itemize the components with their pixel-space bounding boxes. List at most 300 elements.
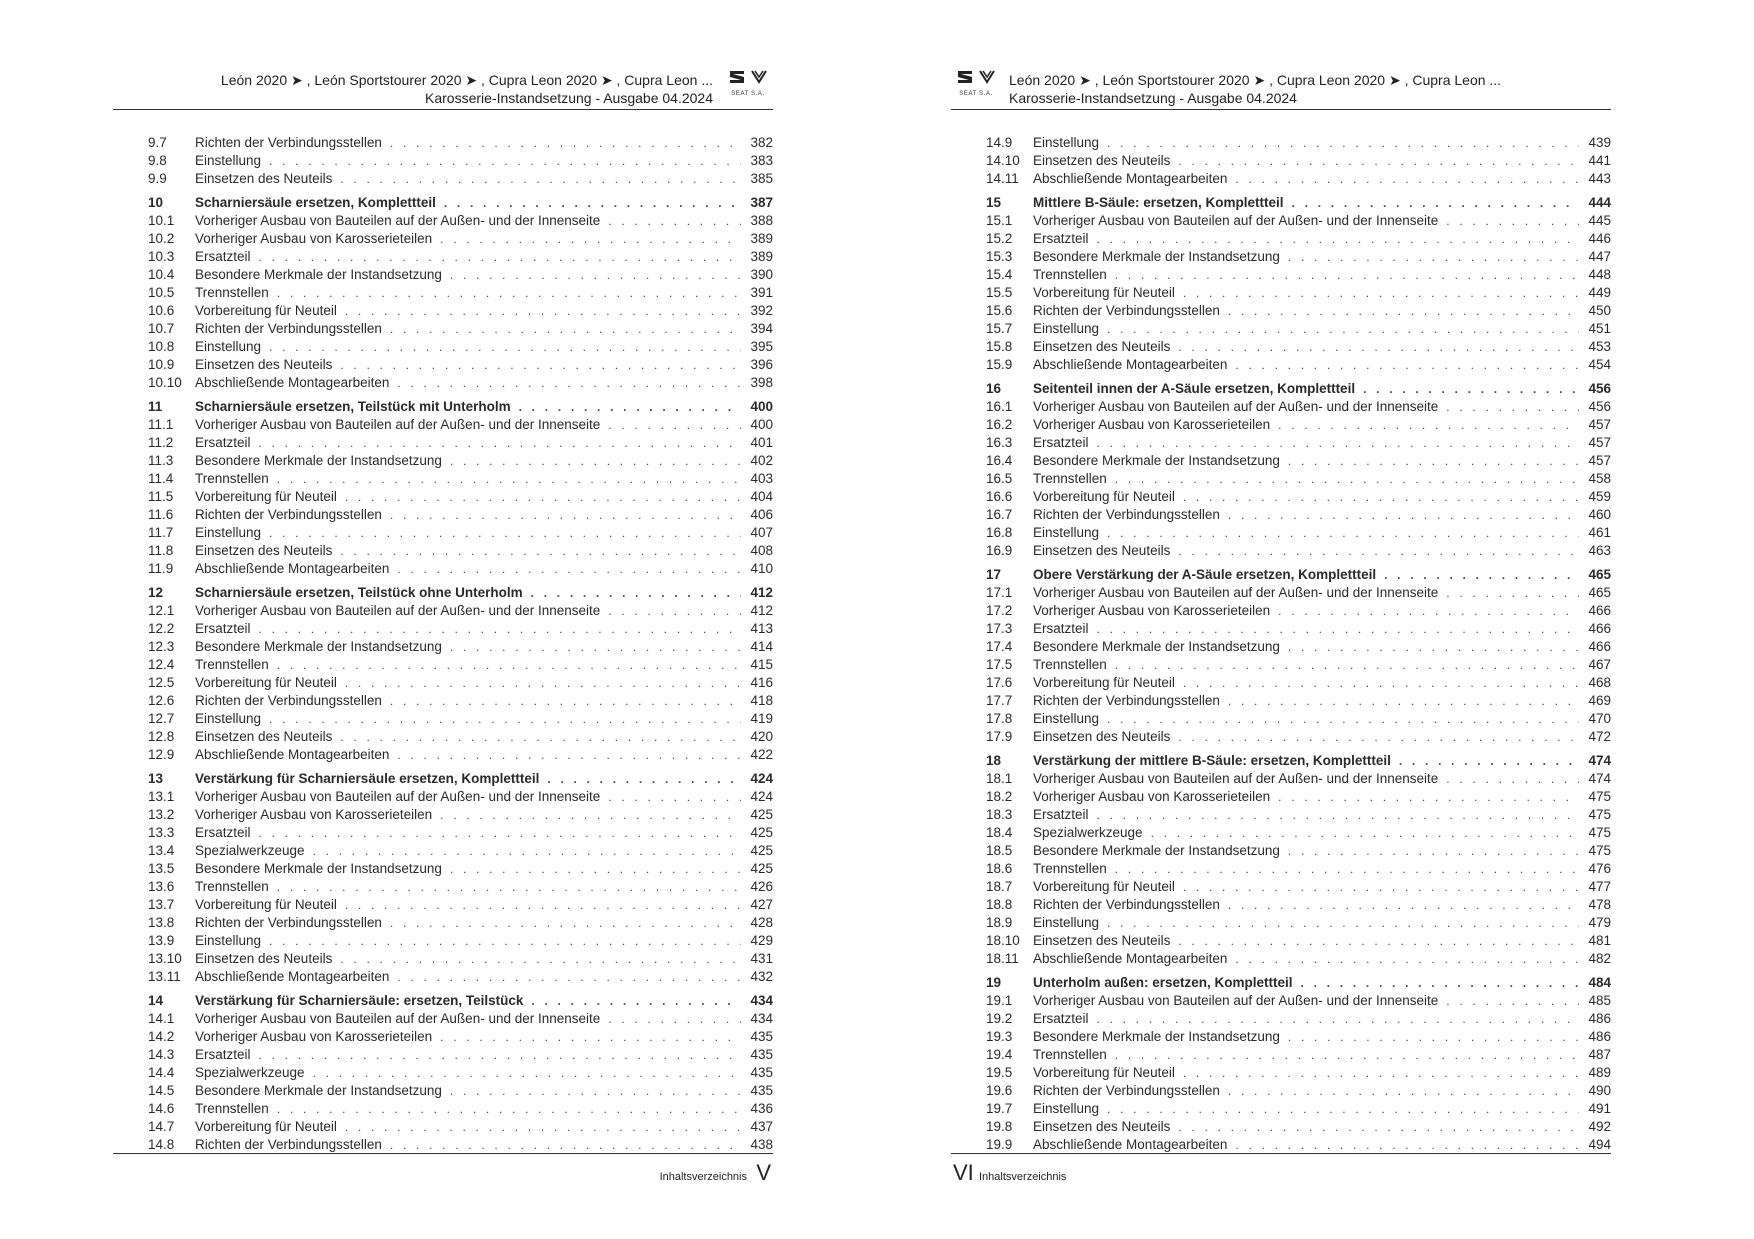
toc-entry-number: 19.6 (986, 1083, 1013, 1098)
toc-entry-page: 467 (1588, 657, 1611, 672)
toc-row[interactable] (148, 1118, 773, 1136)
toc-entry-page: 407 (750, 525, 773, 540)
toc-entry-title: Scharniersäule ersetzen, Teilstück mit Unterholm (195, 399, 511, 414)
toc-entry-page: 395 (750, 339, 773, 354)
toc-row[interactable] (148, 728, 773, 746)
toc-entry-number: 11.6 (148, 507, 174, 522)
toc-row[interactable] (148, 620, 773, 638)
toc-entry-number: 15.5 (986, 285, 1013, 300)
toc-entry-page: 459 (1588, 489, 1611, 504)
toc-entry-title: Besondere Merkmale der Instandsetzung (1033, 639, 1280, 654)
toc-entry-number: 10.4 (148, 267, 175, 282)
toc-row[interactable] (986, 692, 1611, 710)
toc-entry-page: 391 (750, 285, 773, 300)
toc-entry-page: 424 (750, 771, 773, 786)
toc-entry-page: 396 (750, 357, 773, 372)
toc-row[interactable] (148, 950, 773, 968)
toc-entry-page: 388 (750, 213, 773, 228)
toc-leader-dots (390, 914, 741, 932)
toc-row[interactable] (148, 788, 773, 806)
toc-leader-dots (1097, 230, 1579, 248)
toc-row[interactable] (148, 860, 773, 878)
toc-entry-title: Richten der Verbindungsstellen (195, 915, 382, 930)
brand-caption: SEAT S.A. (731, 91, 765, 97)
toc-entry-number: 19.3 (986, 1029, 1013, 1044)
toc-row[interactable] (986, 950, 1611, 968)
toc-entry-title: Ersatzteil (1033, 231, 1089, 246)
toc-entry-number: 17.8 (986, 711, 1013, 726)
toc-row[interactable] (148, 248, 773, 266)
toc-entry-title: Einstellung (1033, 135, 1100, 150)
toc-row[interactable] (986, 824, 1611, 842)
toc-row[interactable] (148, 470, 773, 488)
toc-entry-page: 477 (1588, 879, 1611, 894)
toc-entry-title: Abschließende Montagearbeiten (1033, 1137, 1228, 1152)
toc-leader-dots (397, 968, 741, 986)
toc-chapter-row[interactable] (148, 582, 773, 602)
toc-row[interactable] (986, 620, 1611, 638)
toc-row[interactable] (148, 824, 773, 842)
toc-entry-number: 17.2 (986, 603, 1013, 618)
toc-entry-number: 15.1 (986, 213, 1013, 228)
toc-entry-number: 19.1 (986, 993, 1013, 1008)
toc-entry-title: Einsetzen des Neuteils (1033, 153, 1171, 168)
toc-leader-dots (1228, 506, 1579, 524)
footer-label: Inhaltsverzeichnis (659, 1171, 747, 1183)
toc-row[interactable] (986, 1136, 1611, 1154)
toc-leader-dots (1301, 974, 1579, 992)
toc-chapter-row[interactable] (148, 990, 773, 1010)
toc-row[interactable] (986, 770, 1611, 788)
toc-row[interactable] (148, 932, 773, 950)
toc-entry-page: 438 (750, 1137, 773, 1152)
toc-entry-number: 16.8 (986, 525, 1013, 540)
toc-entry-number: 13 (148, 771, 164, 786)
toc-row[interactable] (148, 356, 773, 374)
toc-row[interactable] (148, 338, 773, 356)
toc-entry-page: 453 (1588, 339, 1611, 354)
toc-row[interactable] (986, 134, 1611, 152)
toc-entry-page: 420 (750, 729, 773, 744)
toc-entry-page: 392 (750, 303, 773, 318)
toc-entry-title: Besondere Merkmale der Instandsetzung (1033, 249, 1280, 264)
toc-entry-page: 474 (1588, 753, 1611, 768)
toc-row[interactable] (148, 560, 773, 578)
toc-row[interactable] (148, 320, 773, 338)
toc-entry-page: 441 (1588, 153, 1611, 168)
toc-entry-title: Vorheriger Ausbau von Bauteilen auf der Außen- und der Innenseite (1033, 585, 1439, 600)
toc-row[interactable] (986, 506, 1611, 524)
toc-row[interactable] (986, 1046, 1611, 1064)
toc-row[interactable] (986, 860, 1611, 878)
toc-leader-dots (1115, 1046, 1579, 1064)
brand-caption: SEAT S.A. (959, 91, 993, 97)
toc-leader-dots (608, 602, 741, 620)
toc-row[interactable] (986, 602, 1611, 620)
toc-row[interactable] (148, 284, 773, 302)
toc-entry-number: 16.7 (986, 507, 1013, 522)
toc-entry-page: 466 (1588, 621, 1611, 636)
toc-row[interactable] (986, 266, 1611, 284)
toc-entry-title: Einsetzen des Neuteils (1033, 933, 1171, 948)
toc-leader-dots (1235, 170, 1579, 188)
toc-leader-dots (1097, 620, 1579, 638)
toc-row[interactable] (148, 1010, 773, 1028)
toc-row[interactable] (986, 416, 1611, 434)
toc-row[interactable] (986, 320, 1611, 338)
toc-row[interactable] (986, 638, 1611, 656)
toc-entry-number: 12.2 (148, 621, 175, 636)
toc-entry-title: Scharniersäule ersetzen, Teilstück ohne Unterholm (195, 585, 523, 600)
toc-chapter-row[interactable] (148, 768, 773, 788)
toc-entry-title: Verstärkung der mittlere B-Säule: ersetzen, Komplettteil (1033, 753, 1391, 768)
toc-row[interactable] (148, 842, 773, 860)
toc-entry-number: 11.3 (148, 453, 174, 468)
toc-leader-dots (1183, 878, 1579, 896)
toc-row[interactable] (148, 692, 773, 710)
toc-row[interactable] (986, 230, 1611, 248)
toc-row[interactable] (986, 488, 1611, 506)
toc-row[interactable] (148, 806, 773, 824)
toc-leader-dots (1107, 914, 1579, 932)
toc-entry-title: Richten der Verbindungsstellen (195, 321, 382, 336)
toc-row[interactable] (148, 914, 773, 932)
toc-leader-dots (1097, 434, 1579, 452)
toc-entry-number: 11.4 (148, 471, 174, 486)
toc-entry-title: Vorheriger Ausbau von Bauteilen auf der Außen- und der Innenseite (195, 603, 601, 618)
toc-row[interactable] (986, 1010, 1611, 1028)
toc-entry-title: Vorbereitung für Neuteil (1033, 285, 1175, 300)
toc-entry-title: Besondere Merkmale der Instandsetzung (1033, 1029, 1280, 1044)
toc-row[interactable] (986, 878, 1611, 896)
toc-chapter-row[interactable] (986, 564, 1611, 584)
toc-row[interactable] (148, 1100, 773, 1118)
toc-row[interactable] (986, 914, 1611, 932)
toc-entry-title: Einstellung (1033, 1101, 1100, 1116)
toc-row[interactable] (986, 338, 1611, 356)
toc-row[interactable] (986, 728, 1611, 746)
toc-entry-number: 17.7 (986, 693, 1013, 708)
toc-row[interactable] (986, 356, 1611, 374)
toc-leader-dots (1292, 194, 1579, 212)
toc-entry-number: 16.2 (986, 417, 1013, 432)
toc-entry-number: 18 (986, 753, 1002, 768)
toc-entry-number: 16.3 (986, 435, 1013, 450)
toc-entry-title: Ersatzteil (1033, 621, 1089, 636)
toc-row[interactable] (986, 434, 1611, 452)
toc-entry-page: 415 (750, 657, 773, 672)
toc-entry-number: 17.1 (986, 585, 1013, 600)
toc-row[interactable] (986, 152, 1611, 170)
toc-entry-page: 469 (1588, 693, 1611, 708)
toc-entry-page: 468 (1588, 675, 1611, 690)
toc-entry-page: 443 (1588, 171, 1611, 186)
toc-row[interactable] (148, 878, 773, 896)
toc-leader-dots (608, 416, 741, 434)
toc-row[interactable] (986, 584, 1611, 602)
toc-leader-dots (345, 896, 741, 914)
toc-entry-title: Spezialwerkzeuge (195, 1065, 305, 1080)
toc-leader-dots (1278, 788, 1579, 806)
toc-row[interactable] (986, 674, 1611, 692)
toc-entry-page: 447 (1588, 249, 1611, 264)
toc-entry-number: 12.3 (148, 639, 175, 654)
toc-leader-dots (531, 584, 741, 602)
seat-s-icon (957, 70, 973, 84)
toc-leader-dots (1178, 338, 1579, 356)
toc-row[interactable] (148, 1136, 773, 1154)
toc-leader-dots (440, 1028, 741, 1046)
toc-row[interactable] (986, 710, 1611, 728)
toc-leader-dots (1288, 452, 1579, 470)
toc-row[interactable] (148, 896, 773, 914)
toc-entry-title: Ersatzteil (195, 621, 251, 636)
toc-entry-title: Einstellung (195, 339, 262, 354)
toc-entry-page: 425 (750, 825, 773, 840)
toc-leader-dots (1151, 824, 1579, 842)
toc-entry-page: 437 (750, 1119, 773, 1134)
toc-entry-title: Einsetzen des Neuteils (1033, 729, 1171, 744)
toc-row[interactable] (986, 542, 1611, 560)
toc-row[interactable] (148, 542, 773, 560)
toc-entry-page: 448 (1588, 267, 1611, 282)
toc-row[interactable] (986, 1100, 1611, 1118)
toc-leader-dots (450, 266, 741, 284)
toc-row[interactable] (148, 266, 773, 284)
toc-entry-page: 489 (1588, 1065, 1611, 1080)
toc-leader-dots (1446, 398, 1579, 416)
toc-row[interactable] (148, 656, 773, 674)
toc-leader-dots (277, 878, 741, 896)
toc-row[interactable] (148, 674, 773, 692)
toc-entry-page: 416 (750, 675, 773, 690)
toc-row[interactable] (148, 230, 773, 248)
toc-entry-page: 449 (1588, 285, 1611, 300)
toc-row[interactable] (148, 746, 773, 764)
toc-row[interactable] (148, 212, 773, 230)
toc-leader-dots (608, 212, 741, 230)
footer-label: Inhaltsverzeichnis (979, 1171, 1067, 1183)
toc-entry-page: 400 (750, 417, 773, 432)
toc-row[interactable] (148, 374, 773, 392)
toc-row[interactable] (986, 896, 1611, 914)
toc-row[interactable] (148, 968, 773, 986)
toc-entry-number: 14 (148, 993, 164, 1008)
toc-row[interactable] (986, 1082, 1611, 1100)
toc-row[interactable] (148, 488, 773, 506)
toc-row[interactable] (148, 506, 773, 524)
toc-row[interactable] (148, 524, 773, 542)
toc-row[interactable] (986, 932, 1611, 950)
toc-row[interactable] (986, 248, 1611, 266)
toc-entry-page: 445 (1588, 213, 1611, 228)
toc-entry-title: Besondere Merkmale der Instandsetzung (195, 267, 442, 282)
toc-row[interactable] (986, 398, 1611, 416)
toc-entry-title: Trennstellen (195, 1101, 269, 1116)
toc-entry-title: Einstellung (1033, 525, 1100, 540)
toc-entry-page: 485 (1588, 993, 1611, 1008)
toc-entry-page: 463 (1588, 543, 1611, 558)
toc-row[interactable] (986, 1028, 1611, 1046)
toc-entry-number: 13.9 (148, 933, 175, 948)
toc-entry-title: Vorbereitung für Neuteil (1033, 1065, 1175, 1080)
page-header (113, 63, 773, 110)
toc-entry-page: 403 (750, 471, 773, 486)
toc-row[interactable] (986, 806, 1611, 824)
toc-leader-dots (340, 728, 741, 746)
toc-entry-number: 9.7 (148, 135, 167, 150)
toc-entry-page: 457 (1588, 435, 1611, 450)
toc-entry-number: 12.7 (148, 711, 175, 726)
toc-leader-dots (519, 398, 741, 416)
toc-row[interactable] (148, 1082, 773, 1100)
toc-leader-dots (269, 152, 741, 170)
toc-entry-title: Einsetzen des Neuteils (195, 951, 333, 966)
toc-row[interactable] (986, 524, 1611, 542)
toc-entry-title: Richten der Verbindungsstellen (1033, 1083, 1220, 1098)
toc-entry-number: 13.5 (148, 861, 175, 876)
toc-entry-title: Ersatzteil (195, 435, 251, 450)
toc-entry-title: Unterholm außen: ersetzen, Komplettteil (1033, 975, 1293, 990)
toc-entry-page: 383 (750, 153, 773, 168)
toc-entry-number: 17.6 (986, 675, 1013, 690)
toc-entry-title: Richten der Verbindungsstellen (195, 507, 382, 522)
toc-chapter-row[interactable] (148, 396, 773, 416)
toc-entry-page: 404 (750, 489, 773, 504)
toc-row[interactable] (986, 170, 1611, 188)
page-header (951, 63, 1611, 110)
toc-entry-title: Vorheriger Ausbau von Bauteilen auf der Außen- und der Innenseite (195, 789, 601, 804)
toc-entry-page: 475 (1588, 843, 1611, 858)
toc-row[interactable] (986, 470, 1611, 488)
toc-entry-number: 12.6 (148, 693, 175, 708)
toc-row[interactable] (148, 416, 773, 434)
toc-row[interactable] (986, 452, 1611, 470)
toc-entry-page: 406 (750, 507, 773, 522)
toc-row[interactable] (148, 152, 773, 170)
toc-leader-dots (1178, 152, 1579, 170)
toc-entry-title: Vorheriger Ausbau von Bauteilen auf der Außen- und der Innenseite (1033, 399, 1439, 414)
toc-entry-number: 15.7 (986, 321, 1013, 336)
toc-entry-number: 13.8 (148, 915, 175, 930)
toc-row[interactable] (148, 1028, 773, 1046)
toc-leader-dots (397, 560, 741, 578)
toc-entry-title: Verstärkung für Scharniersäule: ersetzen, Teilstück (195, 993, 524, 1008)
toc-row[interactable] (148, 302, 773, 320)
toc-entry-page: 419 (750, 711, 773, 726)
toc-leader-dots (390, 506, 741, 524)
toc-row[interactable] (986, 788, 1611, 806)
toc-entry-number: 14.7 (148, 1119, 175, 1134)
toc-chapter-row[interactable] (986, 378, 1611, 398)
toc-entry-title: Besondere Merkmale der Instandsetzung (1033, 453, 1280, 468)
toc-row[interactable] (148, 1046, 773, 1064)
toc-entry-number: 12.1 (148, 603, 175, 618)
toc-entry-number: 18.4 (986, 825, 1013, 840)
toc-row[interactable] (148, 1064, 773, 1082)
toc-entry-page: 486 (1588, 1011, 1611, 1026)
toc-entry-page: 418 (750, 693, 773, 708)
toc-row[interactable] (148, 602, 773, 620)
toc-entry-title: Vorheriger Ausbau von Bauteilen auf der Außen- und der Innenseite (1033, 213, 1439, 228)
toc-entry-number: 11.8 (148, 543, 174, 558)
toc-entry-title: Einstellung (195, 153, 262, 168)
toc-leader-dots (277, 470, 741, 488)
header-subtitle: Karosserie-Instandsetzung - Ausgabe 04.2024 (425, 90, 713, 106)
toc-entry-title: Vorheriger Ausbau von Karosserieteilen (1033, 789, 1271, 804)
toc-entry-page: 429 (750, 933, 773, 948)
toc-leader-dots (259, 824, 741, 842)
cupra-icon (979, 69, 995, 85)
toc-entry-title: Vorheriger Ausbau von Karosserieteilen (1033, 603, 1271, 618)
toc-leader-dots (1288, 1028, 1579, 1046)
toc-entry-title: Richten der Verbindungsstellen (1033, 507, 1220, 522)
toc-leader-dots (277, 656, 741, 674)
toc-leader-dots (1384, 566, 1579, 584)
toc-entry-number: 11.9 (148, 561, 174, 576)
toc-row[interactable] (148, 452, 773, 470)
toc-row[interactable] (986, 302, 1611, 320)
toc-chapter-row[interactable] (986, 972, 1611, 992)
toc-entry-number: 15.2 (986, 231, 1013, 246)
toc-chapter-row[interactable] (148, 192, 773, 212)
toc-entry-title: Vorheriger Ausbau von Bauteilen auf der Außen- und der Innenseite (195, 1011, 601, 1026)
toc-row[interactable] (148, 170, 773, 188)
toc-entry-title: Verstärkung für Scharniersäule ersetzen, Komplettteil (195, 771, 540, 786)
toc-entry-page: 394 (750, 321, 773, 336)
toc-entry-title: Trennstellen (195, 285, 269, 300)
toc-row[interactable] (986, 284, 1611, 302)
toc-row[interactable] (986, 842, 1611, 860)
toc-row[interactable] (986, 1118, 1611, 1136)
toc-row[interactable] (986, 992, 1611, 1010)
toc-entry-page: 456 (1588, 381, 1611, 396)
toc-row[interactable] (148, 710, 773, 728)
toc-entry-page: 494 (1588, 1137, 1611, 1152)
toc-entry-page: 434 (750, 1011, 773, 1026)
toc-row[interactable] (148, 434, 773, 452)
toc-chapter-row[interactable] (986, 750, 1611, 770)
toc-row[interactable] (986, 1064, 1611, 1082)
toc-entry-page: 402 (750, 453, 773, 468)
toc-entry-number: 9.9 (148, 171, 167, 186)
toc-entry-page: 474 (1588, 771, 1611, 786)
toc-leader-dots (531, 992, 741, 1010)
toc-entry-number: 14.6 (148, 1101, 175, 1116)
toc-chapter-row[interactable] (986, 192, 1611, 212)
toc-row[interactable] (148, 638, 773, 656)
toc-entry-number: 17.9 (986, 729, 1013, 744)
toc-leader-dots (1115, 656, 1579, 674)
toc-entry-number: 13.4 (148, 843, 175, 858)
toc-entry-page: 434 (750, 993, 773, 1008)
toc-entry-title: Seitenteil innen der A-Säule ersetzen, Komplettteil (1033, 381, 1356, 396)
toc-entry-number: 15 (986, 195, 1002, 210)
toc-entry-page: 422 (750, 747, 773, 762)
toc-entry-page: 476 (1588, 861, 1611, 876)
toc-entry-title: Einstellung (1033, 321, 1100, 336)
toc-leader-dots (1178, 542, 1579, 560)
toc-row[interactable] (986, 656, 1611, 674)
toc-entry-title: Trennstellen (1033, 267, 1107, 282)
toc-entry-title: Abschließende Montagearbeiten (195, 747, 390, 762)
toc-entry-number: 16.9 (986, 543, 1013, 558)
toc-row[interactable] (986, 212, 1611, 230)
toc-row[interactable] (148, 134, 773, 152)
toc-entry-page: 398 (750, 375, 773, 390)
toc-entry-number: 10.3 (148, 249, 175, 264)
toc-entry-number: 13.1 (148, 789, 175, 804)
